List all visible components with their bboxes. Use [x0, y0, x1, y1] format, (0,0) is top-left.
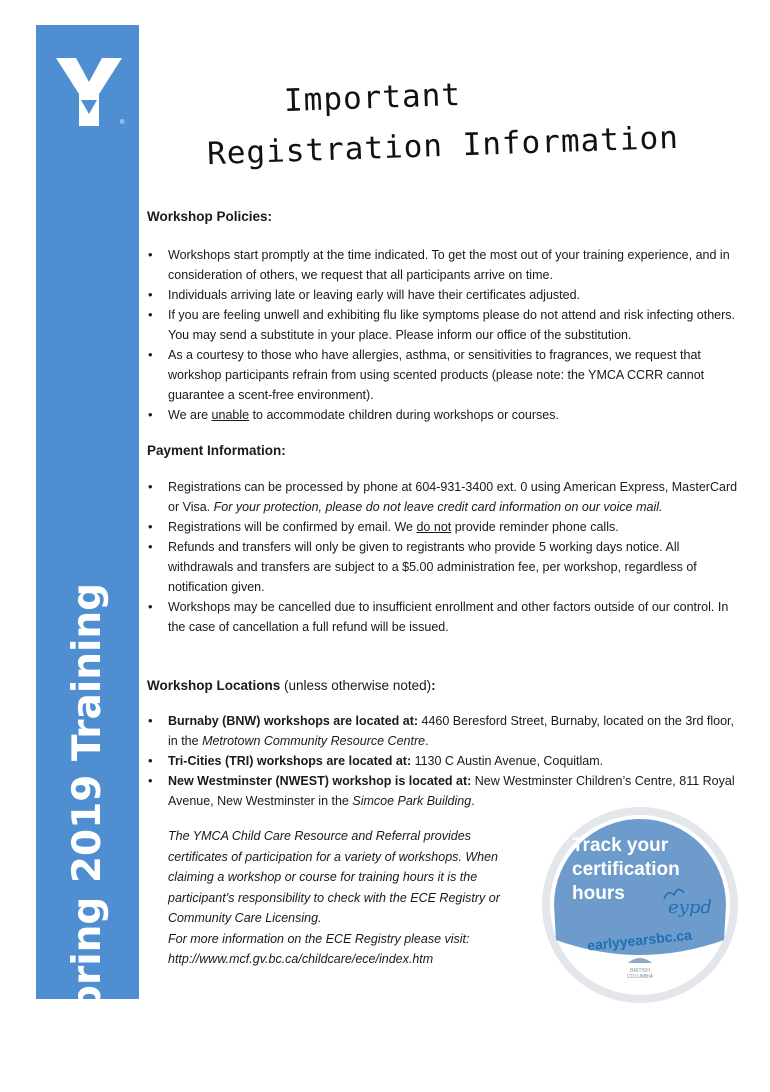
- ece-note: [168, 826, 513, 970]
- list-item: [147, 711, 747, 751]
- eypd-script: eypd: [668, 897, 712, 918]
- location-text: New Westminster Children’s Centre, 811 Royal Avenue, New Westminster in the: [168, 774, 735, 808]
- list-item: • As a courtesy to those who have allergies, asthma, or sensitivities to fragrances, we request that workshop participants refrain from using scented products (please note: the YMCA CCRR cannot guarantee a scent-free environment).: [147, 345, 747, 405]
- location-text: 4460 Beresford Street, Burnaby, located on the 3rd floor, in the: [168, 714, 734, 748]
- page-title-line2: Registration Information: [206, 119, 680, 173]
- policies-list: [147, 245, 747, 425]
- location-end: .: [425, 734, 429, 748]
- locations-list: [147, 711, 747, 811]
- badge-line3: hours: [572, 883, 625, 904]
- note-paragraph: The YMCA Child Care Resource and Referral provides certificates of participation for a variety of workshops. When claiming a workshop or course for training hours it is the participant’s responsibility to check with the ECE Registry or Community Care Licensing.: [168, 829, 500, 925]
- list-item: [147, 405, 747, 425]
- badge-url: earlyyearsbc.ca: [586, 926, 693, 954]
- location-text: 1130 C Austin Avenue, Coquitlam.: [411, 754, 604, 768]
- payment-title: Payment Information:: [147, 443, 286, 458]
- location-venue: Simcoe Park Building: [352, 794, 472, 808]
- list-item: [147, 751, 747, 771]
- registered-mark: ®: [120, 120, 125, 126]
- note-paragraph: For more information on the ECE Registry please visit: http://www.mcf.gv.bc.ca/childcare/ece/index.htm: [168, 931, 470, 966]
- payment-list: [147, 477, 747, 637]
- location-venue: Metrotown Community Resource Centre: [202, 734, 426, 748]
- list-item: [147, 477, 747, 517]
- badge-line1: Track your: [572, 835, 669, 856]
- italic-text: For your protection, please do not leave credit card information on our voice mail.: [213, 500, 663, 514]
- ymca-logo: [50, 52, 128, 130]
- list-item: • Workshops may be cancelled due to insufficient enrollment and other factors outside of our control. In the case of cancellation a full refund will be issued.: [147, 597, 747, 637]
- eypd-badge: [540, 805, 740, 1005]
- item-text: We are: [168, 408, 212, 422]
- policies-title: Workshop Policies:: [147, 209, 273, 224]
- locations-title-suffix: (unless otherwise noted): [280, 678, 432, 693]
- bc-gov-line1: BRITISH: [630, 968, 650, 974]
- page-title-line1: Important: [283, 76, 462, 120]
- bc-gov-line2: COLUMBIA: [626, 974, 654, 980]
- location-label: New Westminster (NWEST) workshop is located at:: [168, 774, 472, 788]
- underlined-text: do not: [416, 520, 452, 534]
- item-text: to accommodate children during workshops or courses.: [249, 408, 559, 422]
- item-text: Registrations can be processed by phone at 604-931-3400 ext. 0 using American Express, MasterCard or Visa.: [168, 480, 738, 514]
- list-item: • Individuals arriving late or leaving early will have their certificates adjusted.: [147, 285, 747, 305]
- locations-title-text: Workshop Locations: [147, 678, 281, 693]
- list-item: • If you are feeling unwell and exhibiting flu like symptoms please do not attend and risk infecting others. You may send a substitute in your place. Please inform our office of the substitution.: [147, 305, 747, 345]
- list-item: [147, 517, 747, 537]
- location-end: .: [471, 794, 475, 808]
- location-label: Burnaby (BNW) workshops are located at:: [168, 714, 419, 728]
- locations-title-colon: :: [431, 678, 436, 693]
- item-text: Registrations will be confirmed by email. We: [168, 520, 417, 534]
- badge-line2: certification: [572, 859, 680, 880]
- list-item: • Workshops start promptly at the time indicated. To get the most out of your training experience, and in consideration of others, we request that all participants arrive on time.: [147, 245, 747, 285]
- location-label: Tri-Cities (TRI) workshops are located at:: [168, 754, 412, 768]
- locations-title: [147, 678, 436, 693]
- item-text: provide reminder phone calls.: [451, 520, 619, 534]
- sidebar-title: Spring 2019 Training: [65, 582, 110, 1042]
- underlined-text: unable: [211, 408, 250, 422]
- list-item: • Refunds and transfers will only be given to registrants who provide 5 working days notice. All withdrawals and transfers are subject to a $5.00 administration fee, per workshop, regardless of notification given.: [147, 537, 747, 597]
